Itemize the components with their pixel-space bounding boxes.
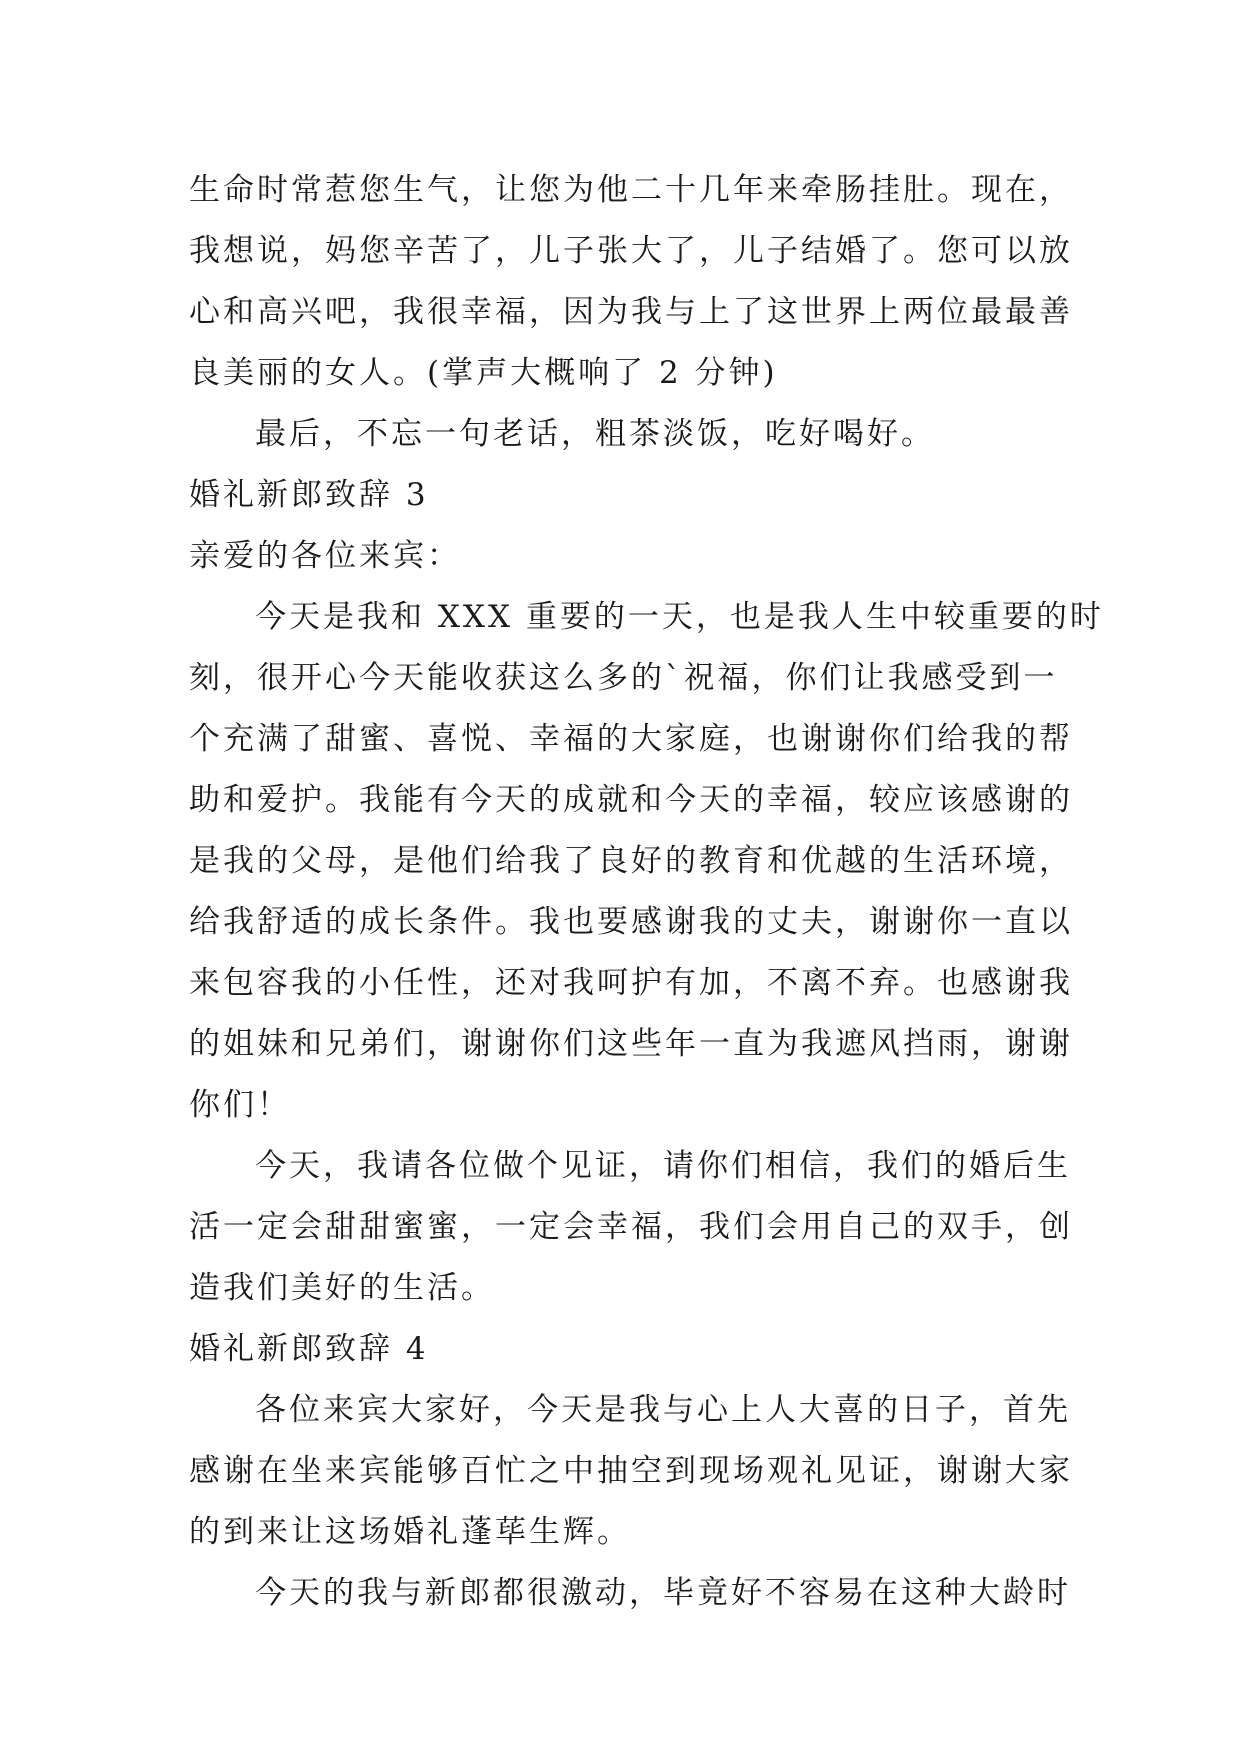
text-line: 助和爱护。我能有今天的成就和今天的幸福，较应该感谢的	[189, 782, 1073, 818]
section-heading: 婚礼新郎致辞 4	[189, 1331, 429, 1367]
salutation: 亲爱的各位来宾：	[189, 538, 461, 574]
text-line: 的姐妹和兄弟们，谢谢你们这些年一直为我遮风挡雨，谢谢	[189, 1026, 1073, 1062]
text-line: 个充满了甜蜜、喜悦、幸福的大家庭，也谢谢你们给我的帮	[189, 721, 1073, 757]
text-line: 造我们美好的生活。	[189, 1270, 495, 1306]
text-line: 的到来让这场婚礼蓬荜生辉。	[189, 1514, 631, 1550]
text-line: 各位来宾大家好，今天是我与心上人大喜的日子，首先	[255, 1392, 1071, 1428]
text-line: 生命时常惹您生气，让您为他二十几年来牵肠挂肚。现在，	[189, 172, 1073, 208]
text-line: 来包容我的小任性，还对我呵护有加，不离不弃。也感谢我	[189, 965, 1073, 1001]
text-line: 给我舒适的成长条件。我也要感谢我的丈夫，谢谢你一直以	[189, 904, 1073, 940]
text-line: 活一定会甜甜蜜蜜，一定会幸福，我们会用自己的双手，创	[189, 1209, 1073, 1245]
text-line: 今天的我与新郎都很激动，毕竟好不容易在这种大龄时	[255, 1575, 1071, 1611]
text-line: 感谢在坐来宾能够百忙之中抽空到现场观礼见证，谢谢大家	[189, 1453, 1073, 1489]
text-line: 今天是我和 XXX 重要的一天，也是我人生中较重要的时	[255, 599, 1104, 635]
text-line: 心和高兴吧，我很幸福，因为我与上了这世界上两位最最善	[189, 294, 1073, 330]
text-line: 我想说，妈您辛苦了，儿子张大了，儿子结婚了。您可以放	[189, 233, 1073, 269]
text-line: 是我的父母，是他们给我了良好的教育和优越的生活环境，	[189, 843, 1073, 879]
document-body	[189, 160, 1104, 1624]
text-line: 最后，不忘一句老话，粗茶淡饭，吃好喝好。	[255, 416, 935, 452]
section-heading: 婚礼新郎致辞 3	[189, 477, 429, 513]
text-line: 刻，很开心今天能收获这么多的`祝福，你们让我感受到一	[189, 660, 1058, 696]
text-line: 今天，我请各位做个见证，请你们相信，我们的婚后生	[255, 1148, 1071, 1184]
text-line: 良美丽的女人。(掌声大概响了 2 分钟)	[189, 355, 778, 391]
text-line: 你们！	[189, 1087, 291, 1123]
